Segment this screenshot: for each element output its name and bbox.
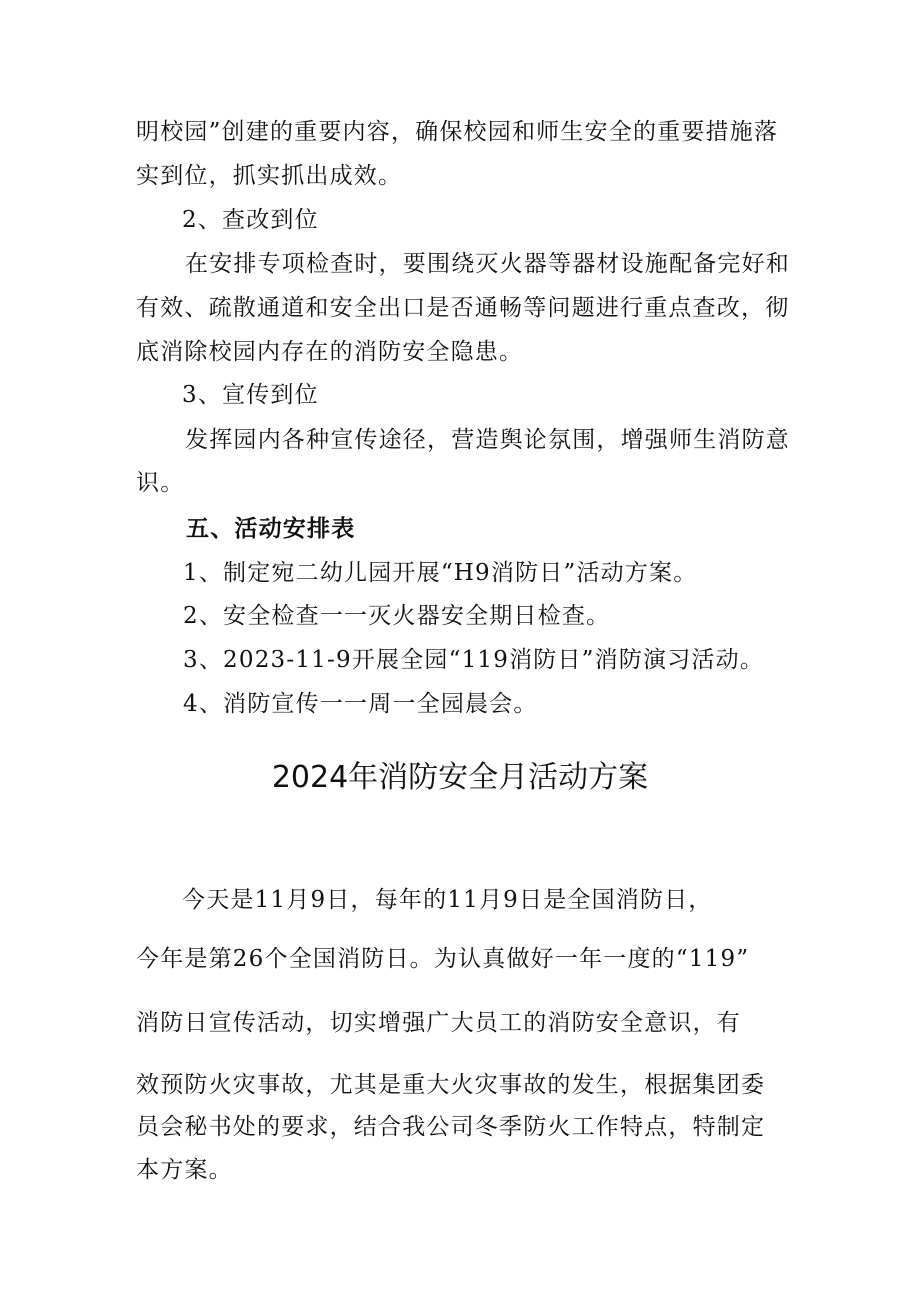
paragraph-line: 有效、疏散通道和安全出口是否通畅等问题进行重点查改，彻 <box>136 295 790 321</box>
schedule-item: 2、安全检查一一灭火器安全期日检查。 <box>183 603 611 629</box>
paragraph-line: 员会秘书处的要求，结合我公司冬季防火工作特点，特制定 <box>136 1114 766 1140</box>
paragraph-line: 今天是11月9日，每年的11月9日是全国消防日， <box>182 887 713 913</box>
item-heading: 3、宣传到位 <box>182 382 319 408</box>
item-heading: 2、查改到位 <box>182 207 319 233</box>
section-heading: 五、活动安排表 <box>186 515 356 542</box>
paragraph-line: 底消除校园内存在的消防安全隐患。 <box>136 339 524 365</box>
paragraph-line: 效预防火灾事故，尤其是重大火灾事故的发生，根据集团委 <box>136 1072 766 1098</box>
paragraph-line: 在安排专项检查时，要围绕灭火器等器材设施配备完好和 <box>185 251 790 277</box>
paragraph-line: 发挥园内各种宣传途径，营造舆论氛围，增强师生消防意 <box>185 427 790 453</box>
paragraph-line: 明校园”创建的重要内容，确保校园和师生安全的重要措施落 <box>136 119 779 145</box>
paragraph-line: 消防日宣传活动，切实增强广大员工的消防安全意识，有 <box>136 1010 741 1036</box>
schedule-item: 4、消防宣传一一周一全园晨会。 <box>183 691 538 717</box>
paragraph-line: 实到位，抓实抓出成效。 <box>136 163 403 189</box>
schedule-item: 1、制定宛二幼儿园开展“H9消防日”活动方案。 <box>183 560 698 586</box>
document-title: 2024年消防安全月活动方案 <box>271 760 649 795</box>
paragraph-line: 本方案。 <box>136 1157 233 1183</box>
paragraph-line: 今年是第26个全国消防日。为认真做好一年一度的“119” <box>136 946 750 972</box>
paragraph-line: 识。 <box>136 470 185 496</box>
schedule-item: 3、2023-11-9开展全园“119消防日”消防演习活动。 <box>183 647 765 673</box>
